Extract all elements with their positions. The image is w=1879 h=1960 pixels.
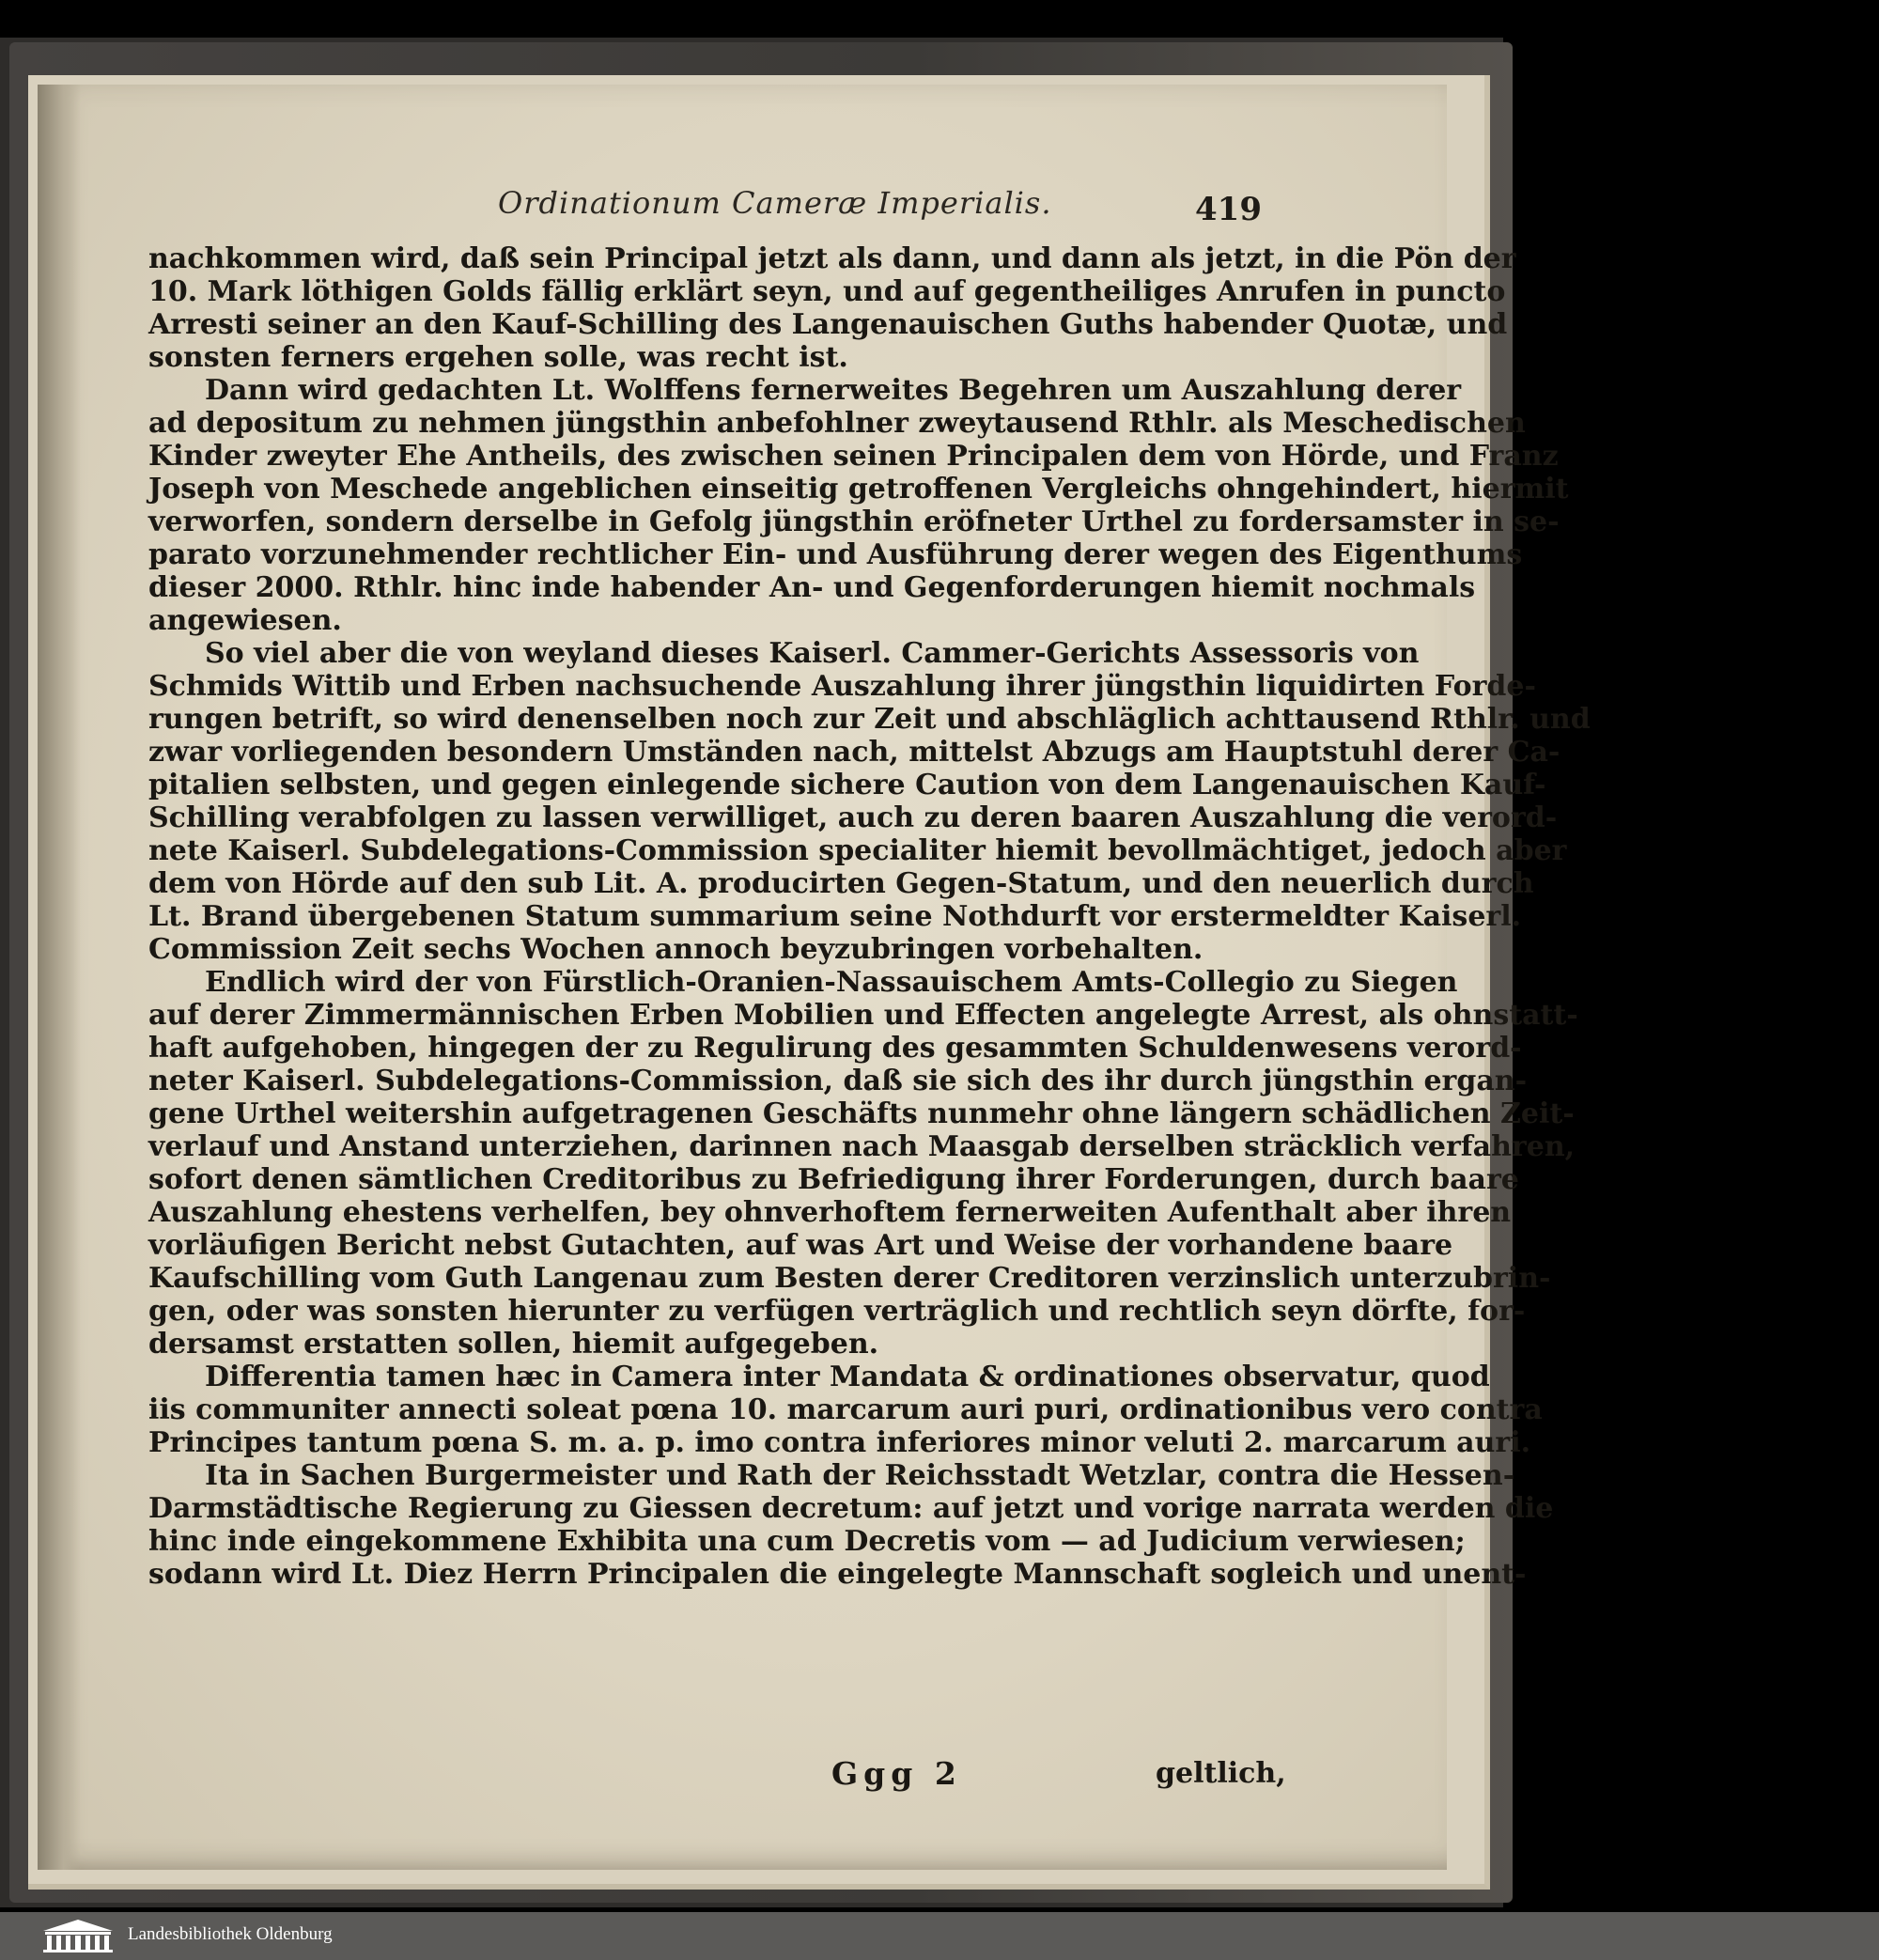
text-line: Joseph von Meschede angeblichen einseitig getroffenen Vergleichs ohngehindert, hiermit (148, 473, 1569, 506)
signature-mark: Ggg 2 (831, 1755, 962, 1792)
text-line: pitalien selbsten, und gegen einlegende sichere Caution von dem Langenauischen Kauf- (148, 769, 1546, 801)
text-line: nete Kaiserl. Subdelegations-Commission specialiter hiemit bevollmächtiget, jedoch aber (148, 834, 1567, 867)
catchword: geltlich, (1156, 1757, 1286, 1790)
text-line: Arresti seiner an den Kauf-Schilling des Langenauischen Guths habender Quotæ, und (148, 308, 1508, 341)
text-line: vorläufigen Bericht nebst Gutachten, auf was Art und Weise der vorhandene baare (148, 1229, 1453, 1262)
text-line: nachkommen wird, daß sein Principal jetzt als dann, und dann als jetzt, in die Pön der (148, 242, 1516, 275)
text-line: haft aufgehoben, hingegen der zu Regulirung des gesammten Schuldenwesens verord- (148, 1032, 1522, 1065)
text-line: So viel aber die von weyland dieses Kaiserl. Cammer-Gerichts Assessoris von (205, 637, 1420, 670)
text-line: gene Urthel weitershin aufgetragenen Geschäfts nunmehr ohne längern schädlichen Zeit- (148, 1097, 1575, 1130)
text-line: neter Kaiserl. Subdelegations-Commission, daß sie sich des ihr durch jüngsthin ergan- (148, 1065, 1528, 1097)
gutter-shadow (38, 85, 81, 1870)
text-line: sonsten ferners ergehen solle, was recht ist. (148, 341, 848, 374)
text-line: Schilling verabfolgen zu lassen verwilliget, auch zu deren baaren Auszahlung die verord- (148, 801, 1558, 834)
text-line: Ita in Sachen Burgermeister und Rath der Reichsstadt Wetzlar, contra die Hessen- (205, 1459, 1515, 1492)
text-line: angewiesen. (148, 604, 342, 637)
body-text (148, 242, 1591, 1591)
text-line: Endlich wird der von Fürstlich-Oranien-Nassauischem Amts-Collegio zu Siegen (205, 966, 1458, 999)
text-line: sofort denen sämtlichen Creditoribus zu Befriedigung ihrer Forderungen, durch baare (148, 1163, 1519, 1196)
running-head: Ordinationum Cameræ Imperialis. (498, 185, 1052, 221)
text-line: Schmids Wittib und Erben nachsuchende Auszahlung ihrer jüngsthin liquidirten Forde- (148, 670, 1536, 703)
text-line: rungen betrift, so wird denenselben noch zur Zeit und abschläglich achttausend Rthlr. und (148, 703, 1591, 736)
text-line: sodann wird Lt. Diez Herrn Principalen die eingelegte Mannschaft sogleich und unent- (148, 1558, 1527, 1591)
text-line: Lt. Brand übergebenen Statum summarium seine Nothdurft vor erstermeldter Kaiserl. (148, 900, 1522, 933)
text-line: dersamst erstatten sollen, hiemit aufgegeben. (148, 1328, 879, 1361)
text-line: dieser 2000. Rthlr. hinc inde habender An- und Gegenforderungen hiemit nochmals (148, 571, 1476, 604)
text-line: auf derer Zimmermännischen Erben Mobilien und Effecten angelegte Arrest, als ohnstatt- (148, 999, 1578, 1032)
text-line: Differentia tamen hæc in Camera inter Mandata & ordinationes observatur, quod (205, 1361, 1490, 1393)
text-line: dem von Hörde auf den sub Lit. A. producirten Gegen-Statum, und den neuerlich durch (148, 867, 1534, 900)
book-page (38, 85, 1591, 1870)
text-line: Dann wird gedachten Lt. Wolffens fernerweites Begehren um Auszahlung derer (205, 374, 1462, 407)
text-line: zwar vorliegenden besondern Umständen nach, mittelst Abzugs am Hauptstuhl derer Ca- (148, 736, 1561, 769)
text-line: Auszahlung ehestens verhelfen, bey ohnverhoftem fernerweiten Aufenthalt aber ihren (148, 1196, 1512, 1229)
page-number: 419 (1195, 191, 1262, 228)
text-line: Kaufschilling vom Guth Langenau zum Besten derer Creditoren verzinslich unterzubrin- (148, 1262, 1551, 1295)
text-line: Darmstädtische Regierung zu Giessen decretum: auf jetzt und vorige narrata werden die (148, 1492, 1554, 1525)
text-line: parato vorzunehmender rechtlicher Ein- und Ausführung derer wegen des Eigenthums (148, 538, 1523, 571)
text-line: hinc inde eingekommene Exhibita una cum Decretis vom — ad Judicium verwiesen; (148, 1525, 1466, 1558)
text-line: gen, oder was sonsten hierunter zu verfügen verträglich und rechtlich seyn dörfte, for- (148, 1295, 1526, 1328)
text-line: Principes tantum pœna S. m. a. p. imo contra inferiores minor veluti 2. marcarum auri. (148, 1426, 1531, 1459)
text-line: verworfen, sondern derselbe in Gefolg jüngsthin eröfneter Urthel zu fordersamster in se- (148, 506, 1560, 538)
library-building-icon (38, 1918, 118, 1953)
text-line: verlauf und Anstand unterziehen, darinnen nach Maasgab derselben sträcklich verfahren, (148, 1130, 1576, 1163)
library-name: Landesbibliothek Oldenburg (128, 1924, 333, 1944)
library-footer-bar (0, 1912, 1879, 1960)
text-line: ad depositum zu nehmen jüngsthin anbefohlner zweytausend Rthlr. als Meschedischen (148, 407, 1526, 440)
text-line: iis communiter annecti soleat pœna 10. marcarum auri puri, ordinationibus vero contra (148, 1393, 1543, 1426)
text-line: Kinder zweyter Ehe Antheils, des zwischen seinen Principalen dem von Hörde, und Franz (148, 440, 1559, 473)
text-line: Commission Zeit sechs Wochen annoch beyzubringen vorbehalten. (148, 933, 1203, 966)
text-line: 10. Mark löthigen Golds fällig erklärt seyn, und auf gegentheiliges Anrufen in puncto (148, 275, 1506, 308)
